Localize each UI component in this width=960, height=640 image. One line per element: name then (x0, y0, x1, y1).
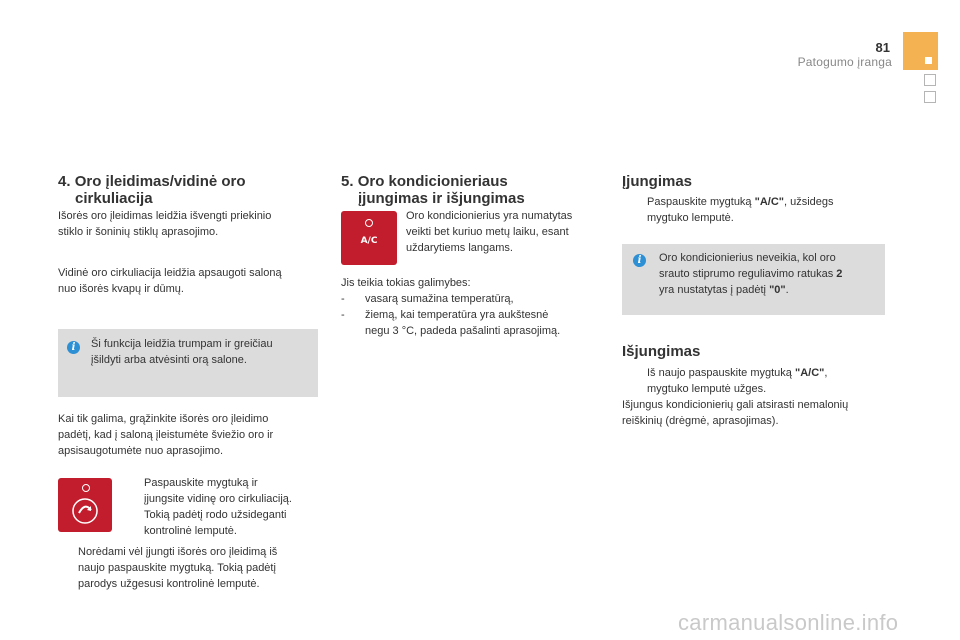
text-line: uždarytiems langams. (406, 242, 513, 254)
text-line: Oro kondicionierius neveikia, kol oro (659, 252, 836, 264)
text-line: Vidinė oro cirkuliacija leidžia apsaugoti saloną (58, 267, 282, 279)
text-line: Oro kondicionierius yra numatytas (406, 210, 573, 222)
list-item (341, 307, 611, 323)
watermark: carmanualsonline.info (678, 610, 899, 635)
text-fragment: Paspauskite mygtuką (647, 196, 755, 208)
on-heading (622, 173, 692, 190)
text-fragment: , užsidegs (784, 196, 834, 208)
text-line: veikti bet kuriuo metų laiku, esant (406, 226, 569, 238)
tab-marker (925, 57, 932, 64)
info-box (58, 329, 318, 397)
heading-line: įjungimas ir išjungimas (358, 190, 525, 207)
instruction-step (647, 194, 887, 226)
heading-number: 5. (341, 173, 354, 190)
text-line: Išjungus kondicionierių gali atsirasti nemalonių (622, 399, 849, 411)
text-line: stiklo ir šoninių stiklų aprasojimo. (58, 226, 219, 238)
text-line: parodys užgesusi kontrolinė lemputė. (78, 578, 260, 590)
paragraph (622, 397, 892, 429)
paragraph (58, 265, 328, 297)
text-fragment: Iš naujo paspauskite mygtuką (647, 367, 795, 379)
button-name: "A/C" (754, 196, 784, 208)
page-number: 81 (875, 40, 890, 55)
section-5-heading (341, 173, 611, 207)
text-line: Kai tik galima, grąžinkite išorės oro įleidimo (58, 413, 269, 425)
heading-line: Įjungimas (622, 173, 693, 190)
heading-line: cirkuliacija (75, 190, 153, 207)
text-line: padėtį, kad į saloną įleistumėte šviežio oro ir (58, 429, 274, 441)
indicator-light-icon (365, 219, 373, 227)
paragraph (58, 411, 328, 459)
chapter-tab[interactable] (924, 74, 936, 86)
list-title: Jis teikia tokias galimybes: (341, 277, 471, 289)
text-fragment: yra nustatytas į padėtį (659, 284, 770, 296)
recirculation-button-image (58, 478, 112, 532)
list-item-continued (341, 323, 611, 339)
chapter-tab[interactable] (924, 91, 936, 103)
heading-number: 4. (58, 173, 71, 190)
paragraph (406, 208, 606, 256)
heading-line: Išjungimas (622, 343, 701, 360)
list-item (341, 291, 611, 307)
control-number: 2 (836, 268, 843, 280)
paragraph (58, 208, 328, 240)
heading-line: Oro įleidimas/vidinė oro (74, 173, 246, 190)
text-line: nuo išorės kvapų ir dūmų. (58, 283, 184, 295)
text-line: Išorės oro įleidimas leidžia išvengti priekinio (58, 210, 272, 222)
text-line: naujo paspauskite mygtuką. Tokią padėtį (78, 562, 276, 574)
list-item-text: negu 3 °C, padeda pašalinti aprasojimą. (365, 325, 561, 337)
text-line: įjungsite vidinę oro cirkuliaciją. (144, 493, 292, 505)
list-item-text: žiemą, kai temperatūra yra aukštesnė (365, 309, 549, 321)
recirculation-icon (70, 496, 100, 526)
list-item-text: vasarą sumažina temperatūrą, (365, 293, 514, 305)
off-heading (622, 343, 700, 360)
info-icon: i (67, 341, 80, 354)
info-icon: i (633, 254, 646, 267)
section-title: Patogumo įranga (797, 55, 892, 69)
text-line: mygtuko lemputė. (647, 212, 734, 224)
text-line: mygtuko lemputė užges. (647, 383, 767, 395)
text-line: įšildyti arba atvėsinti orą salone. (91, 354, 247, 366)
text-fragment: srauto stiprumo reguliavimo ratukas (659, 268, 837, 280)
text-line: apsisaugotumėte nuo aprasojimo. (58, 445, 224, 457)
chapter-tab-active[interactable] (903, 32, 938, 70)
instruction-step (78, 544, 328, 592)
ac-label: A/C (360, 236, 378, 246)
text-line (647, 194, 887, 210)
text-line: kontrolinė lemputė. (144, 525, 237, 537)
text-line: Tokią padėtį rodo užsideganti (144, 509, 287, 521)
heading-line: Oro kondicionieriaus (357, 173, 508, 190)
position-value: "0" (769, 284, 786, 296)
text-fragment: , (824, 367, 828, 379)
text-line (647, 365, 887, 381)
ac-button-image (341, 211, 397, 265)
instruction-step (647, 365, 887, 397)
text-line (659, 282, 881, 298)
text-line (659, 266, 881, 282)
info-box (622, 244, 885, 315)
text-line: reiškinių (drėgmė, aprasojimas). (622, 415, 779, 427)
indicator-light-icon (82, 484, 90, 492)
text-fragment: . (785, 284, 789, 296)
text-line: Ši funkcija leidžia trumpam ir greičiau (91, 338, 273, 350)
list-dash: - (341, 293, 345, 305)
instruction-step (144, 475, 334, 539)
list-dash: - (341, 309, 345, 321)
button-name: "A/C" (794, 367, 825, 379)
section-4-heading (58, 173, 318, 207)
text-line: Norėdami vėl įjungti išorės oro įleidimą iš (78, 546, 278, 558)
text-line: Paspauskite mygtuką ir (144, 477, 258, 489)
options-list (341, 275, 611, 339)
